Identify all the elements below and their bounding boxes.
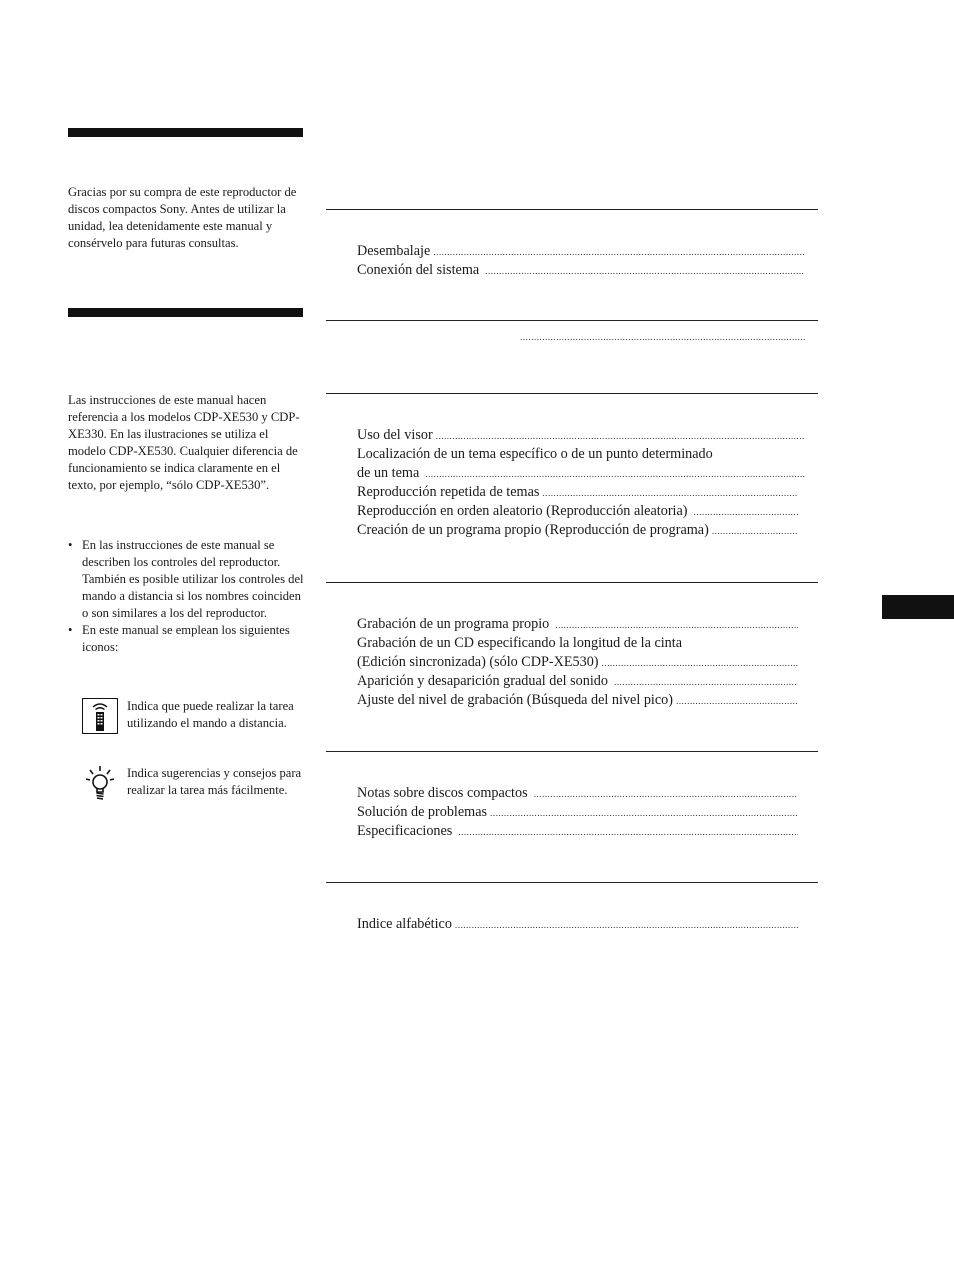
list-item: • En las instrucciones de este manual se describen los controles del reproductor. También es posible utilizar los controles del mando a distancia si los nombres coinciden o son similares a los del reproductor.: [68, 537, 304, 622]
toc-divider: [326, 320, 818, 321]
toc-entry[interactable]: Reproducción repetida de temas .....: [357, 483, 798, 502]
toc-entry[interactable]: Solución de problemas .....: [357, 803, 798, 822]
toc-section-1: [357, 242, 805, 280]
icon-legend-text: Indica que puede realizar la tarea utilizando el mando a distancia.: [127, 699, 294, 730]
toc-entry[interactable]: Ajuste del nivel de grabación (Búsqueda del nivel pico) .....: [357, 691, 798, 710]
toc-entry[interactable]: Grabación de un CD especificando la longitud de la cinta: [357, 635, 683, 651]
toc-divider: [326, 882, 818, 883]
toc-entry[interactable]: Especificaciones .....: [357, 822, 798, 841]
toc-entry[interactable]: Notas sobre discos compactos .....: [357, 784, 798, 803]
toc-section-5: [357, 784, 798, 841]
toc-entry[interactable]: Reproducción en orden aleatorio (Reproducción aleatoria) .....: [357, 502, 798, 521]
toc-section-4: [357, 615, 798, 710]
remote-control-icon: [82, 698, 118, 734]
toc-section-2: [357, 329, 805, 348]
toc-entry[interactable]: Uso del visor .....: [357, 426, 805, 445]
lightbulb-tip-icon: [82, 765, 118, 801]
toc-entry[interactable]: Creación de un programa propio (Reproducción de programa) .....: [357, 521, 798, 540]
toc-entry[interactable]: Conexión del sistema .....: [357, 261, 805, 280]
toc-entry[interactable]: Aparición y desaparición gradual del sonido .....: [357, 672, 798, 691]
section-rule-welcome: [68, 128, 303, 137]
toc-entry[interactable]: (Edición sincronizada) (sólo CDP-XE530) .....: [357, 653, 798, 672]
toc-entry[interactable]: Indice alfabético .....: [357, 915, 798, 934]
toc-entry[interactable]: Grabación de un programa propio .....: [357, 615, 798, 634]
toc-section-6: [357, 915, 798, 934]
list-item: • En este manual se emplean los siguientes iconos:: [68, 622, 304, 656]
conventions-list: [68, 537, 304, 656]
toc-entry[interactable]: de un tema .....: [357, 464, 805, 483]
toc-entry[interactable]: [357, 329, 805, 348]
intro-paragraph: Gracias por su compra de este reproductor de discos compactos Sony. Antes de utilizar la unidad, lea detenidamente este manual y consérvelo para futuras consultas.: [68, 185, 297, 250]
toc-section-3: [357, 426, 805, 540]
section-rule-about: [68, 308, 303, 317]
toc-entry[interactable]: Localización de un tema específico o de un punto determinado: [357, 446, 713, 462]
toc-entry[interactable]: Desembalaje .....: [357, 242, 805, 261]
toc-divider: [326, 209, 818, 210]
toc-divider: [326, 582, 818, 583]
models-paragraph: Las instrucciones de este manual hacen referencia a los modelos CDP-XE530 y CDP-XE330. En las ilustraciones se utiliza el modelo CDP-XE530. Cualquier diferencia de funcionamiento se indica claramente en el texto, por ejemplo, “sólo CDP-XE530”.: [68, 393, 300, 492]
section-thumb-tab: [882, 595, 954, 619]
toc-divider: [326, 393, 818, 394]
icon-legend-text: Indica sugerencias y consejos para realizar la tarea más fácilmente.: [127, 766, 302, 797]
toc-divider: [326, 751, 818, 752]
